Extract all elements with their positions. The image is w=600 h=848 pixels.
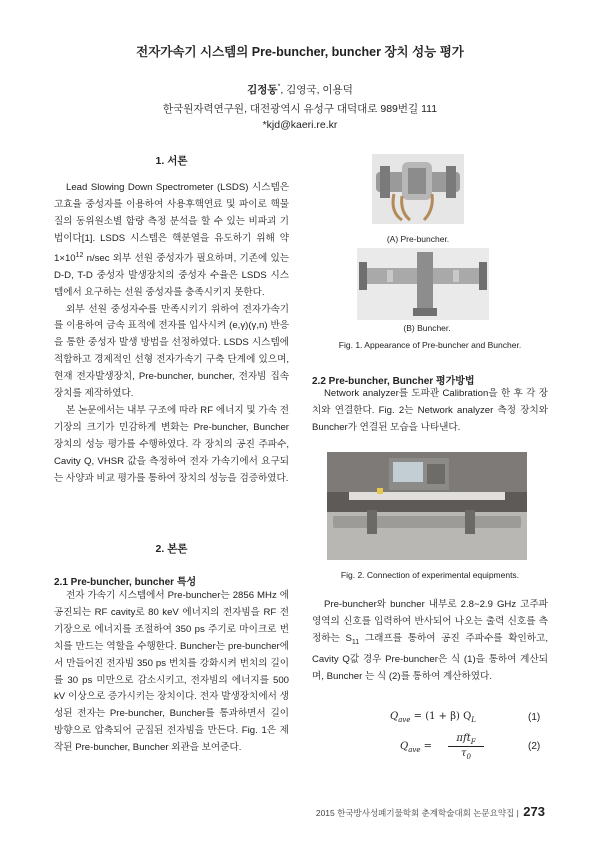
affiliation: 한국원자력연구원, 대전광역시 유성구 대덕대로 989번길 111 bbox=[162, 103, 438, 115]
method-p2-part-a: Pre-buncher와 buncher 내부로 2.8~2.9 GHz 고주파 영역의 신호를 입력하여 반사되어 나오는 출력 신호를 측정하는 S bbox=[312, 599, 548, 644]
page-footer bbox=[300, 803, 545, 821]
eq2-lhs-wrap bbox=[400, 741, 432, 754]
page-number: 273 bbox=[523, 804, 545, 819]
method-paragraph-2 bbox=[312, 597, 548, 685]
eq2-lhs-sub: ave bbox=[408, 746, 421, 754]
subsection-2-2-title: 2.2 Pre-buncher, Buncher 평가방법 bbox=[312, 376, 475, 387]
figure-1b-caption: (B) Buncher. bbox=[403, 323, 451, 333]
intro-paragraph-3: 본 논문에서는 내부 구조에 따라 RF 에너지 및 가속 전기장의 크기가 민감하게 변화는 Pre-buncher, Buncher 장치의 성능 평가를 수행하였다. 각 장치의 공진 주파수, Cavity Q, VHSR 값을 측정하여 전자 가속기에서 요구되는 사양과 비교 평가를 통하여 장치의 성능을 검증하였다. bbox=[54, 404, 289, 484]
author-list bbox=[0, 82, 600, 97]
eq2-lhs: Q bbox=[400, 741, 409, 752]
eq1-rhs: = (1 + β) Q bbox=[413, 711, 472, 722]
author-email: *kjd@kaeri.re.kr bbox=[262, 119, 338, 131]
figure-2-experiment-photo bbox=[327, 452, 527, 560]
corresponding-author: 김정동 bbox=[247, 84, 278, 96]
figure-1a-pre-buncher-photo bbox=[372, 154, 464, 224]
eq2-denominator bbox=[448, 748, 484, 761]
figure-1b-buncher-photo bbox=[357, 248, 489, 320]
eq1-lhs-sub: ave bbox=[398, 716, 411, 724]
body-paragraph-1: 전자 가속기 시스템에서 Pre-buncher는 2856 MHz 에 공진되는 RF cavity로 80 keV 에너지의 전자빔을 RF 전기장으로 에너지를 조절하여 350 ps 주기로 마이크로 번치를 만드는 역할을 수행한다. Buncher는 pre-buncher에서 만들어진 전자빔 350 ps 번치를 강화시켜 번치의 길이를 30 ps 미만으로 감소시키고, 전자빔의 에너지를 500 kV 이상으로 증가시키는 장치이다. 전자 발생장치에서 생성된 전자는 Pre-buncher, Buncher를 통과하면서 길이 방향으로 압축되어 군집된 전자빔을 만든다. Fig. 1은 제작된 Pre-buncher, Buncher 외관을 보여준다. bbox=[54, 590, 289, 754]
coauthors: , 김영국, 이용덕 bbox=[280, 84, 353, 96]
intro-text bbox=[54, 180, 289, 488]
eq1-lhs: Q bbox=[390, 711, 399, 722]
eq2-equals: = bbox=[423, 741, 433, 752]
figure-2-caption: Fig. 2. Connection of experimental equipments. bbox=[340, 570, 520, 580]
equation-1 bbox=[390, 711, 476, 724]
section-1-title: 1. 서론 bbox=[155, 155, 188, 167]
intro-paragraph-2: 외부 선원 중성자수를 만족시키기 위하여 전자가속기를 이용하여 금속 표적에 전자를 입사시켜 (e,γ)(γ,n) 반응을 통한 중성자 발생 방법을 선정하였다. LSDS 시스템에 적합하고 경제적인 선형 전자가속기 구축 단계에 있으며, 현재 전자발생장치, Pre-buncher, buncher, 전자빔 집속장치를 제작하였다. bbox=[54, 303, 289, 400]
intro-paragraph-1 bbox=[54, 180, 289, 302]
body-text-2-1 bbox=[54, 588, 289, 757]
eq2-numer-text: πft bbox=[456, 733, 471, 744]
footer-text: 2015 한국방사성폐기물학회 춘계학술대회 논문요약집 | bbox=[315, 808, 519, 818]
equation-1-number: (1) bbox=[528, 712, 541, 723]
method-p2-part-b: 그래프를 통하여 공진 주파수를 확인하고, Cavity Q값 경우 Pre-buncher은 식 (1)을 통하여 계산되며, Buncher 는 식 (2)를 통하여 계산하였다. bbox=[312, 632, 548, 682]
pre-buncher-drawing bbox=[372, 154, 464, 224]
figure-1a-caption: (A) Pre-buncher. bbox=[386, 234, 450, 244]
equation-2-number: (2) bbox=[528, 741, 541, 752]
method-text-2 bbox=[312, 597, 548, 685]
intro-p1-part-a: Lead Slowing Down Spectrometer (LSDS) 시스템은 고효율 중성자를 이용하여 사용후핵연료 및 파이로 핵물질의 동위원소별 함량 측정 분석을 할 수 있는 비파괴 기법이다[1]. LSDS 시스템은 핵분열을 유도하기 위해 약 1×10 bbox=[54, 182, 289, 264]
eq1-rhs-sub: L bbox=[471, 716, 476, 724]
intro-p1-part-b: n/sec 외부 선원 중성자가 필요하며, 기존에 있는 D-D, T-D 중성자 발생장치의 중성자 수율은 LSDS 시스템에서 요구하는 선원 중성자를 충족시키지 못한다. bbox=[54, 252, 289, 298]
intro-p1-exponent: 12 bbox=[75, 251, 84, 259]
eq2-denom-sub: 0 bbox=[466, 753, 471, 761]
method-text-1 bbox=[312, 386, 548, 437]
section-2-title: 2. 본론 bbox=[155, 543, 188, 555]
method-paragraph-1: Network analyzer를 도파관 Calibration을 한 후 각 장치와 연결한다. Fig. 2는 Network analyzer 측정 장치와 Buncher가 연결된 모습을 나타낸다. bbox=[312, 388, 548, 433]
eq2-numer-sub: F bbox=[470, 738, 476, 746]
paper-title: 전자가속기 시스템의 Pre-buncher, buncher 장치 성능 평가 bbox=[136, 45, 464, 59]
experiment-setup-drawing bbox=[327, 452, 527, 560]
figure-1-caption: Fig. 1. Appearance of Pre-buncher and Buncher. bbox=[338, 340, 522, 350]
buncher-drawing bbox=[357, 248, 489, 320]
eq2-numerator bbox=[448, 733, 484, 747]
eq2-denom-text: τ bbox=[460, 748, 467, 759]
corresponding-mark: * bbox=[277, 83, 281, 91]
subsection-2-1-title: 2.1 Pre-buncher, buncher 특성 bbox=[54, 577, 197, 588]
method-p2-subscript: 11 bbox=[351, 638, 360, 646]
